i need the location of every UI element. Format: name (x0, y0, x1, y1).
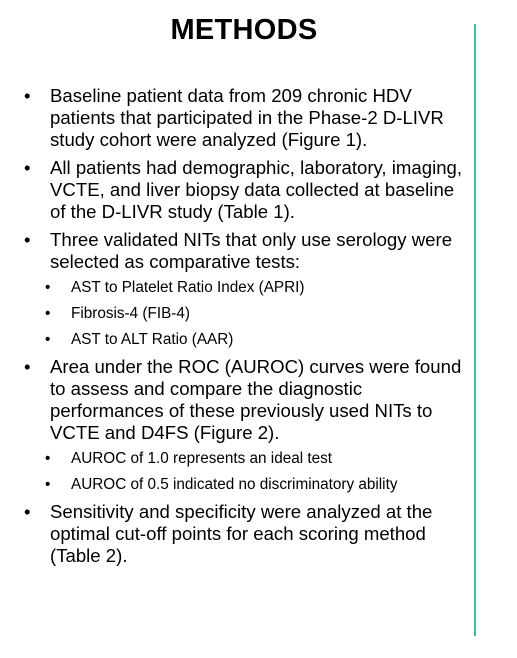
list-item-text: AUROC of 0.5 indicated no discriminatory ability (71, 476, 398, 493)
sub-list-item (0, 449, 474, 468)
list-item-text: AST to ALT Ratio (AAR) (71, 331, 234, 348)
bullet-icon: • (24, 501, 31, 522)
list-item-text: Fibrosis-4 (FIB-4) (71, 305, 190, 322)
sub-list-item (0, 304, 474, 323)
bullet-icon: • (24, 229, 31, 250)
bullet-icon: • (45, 331, 51, 348)
bullet-icon: • (45, 476, 51, 493)
sub-list-item (0, 330, 474, 349)
bullet-icon: • (45, 450, 51, 467)
bullet-icon: • (45, 305, 51, 322)
list-item-text: Baseline patient data from 209 chronic HDV patients that participated in the Phase-2 D-LIVR study cohort were analyzed (Figure 1). (50, 85, 444, 150)
list-item-text: All patients had demographic, laboratory, imaging, VCTE, and liver biopsy data collected at baseline of the D-LIVR study (Table 1). (50, 157, 463, 222)
list-item-text: Three validated NITs that only use serology were selected as comparative tests: (50, 229, 453, 272)
bullet-icon: • (45, 279, 51, 296)
list-item-text: AUROC of 1.0 represents an ideal test (71, 450, 333, 467)
bullet-icon: • (24, 157, 31, 178)
list-item-text: Sensitivity and specificity were analyzed at the optimal cut-off points for each scoring method (Table 2). (50, 501, 433, 566)
sub-list-item (0, 475, 474, 494)
list-item (0, 85, 474, 151)
bullet-icon: • (24, 85, 31, 106)
list-item (0, 501, 474, 567)
page-title: METHODS (170, 14, 318, 46)
vertical-divider (474, 24, 476, 636)
list-item (0, 157, 474, 223)
list-item-text: Area under the ROC (AUROC) curves were found to assess and compare the diagnostic performances of these previously used NITs to VCTE and D4FS (Figure 2). (50, 356, 462, 443)
methods-list (0, 85, 474, 573)
list-item (0, 356, 474, 444)
bullet-icon: • (24, 356, 31, 377)
sub-list-item (0, 278, 474, 297)
list-item (0, 229, 474, 273)
list-item-text: AST to Platelet Ratio Index (APRI) (71, 279, 305, 296)
